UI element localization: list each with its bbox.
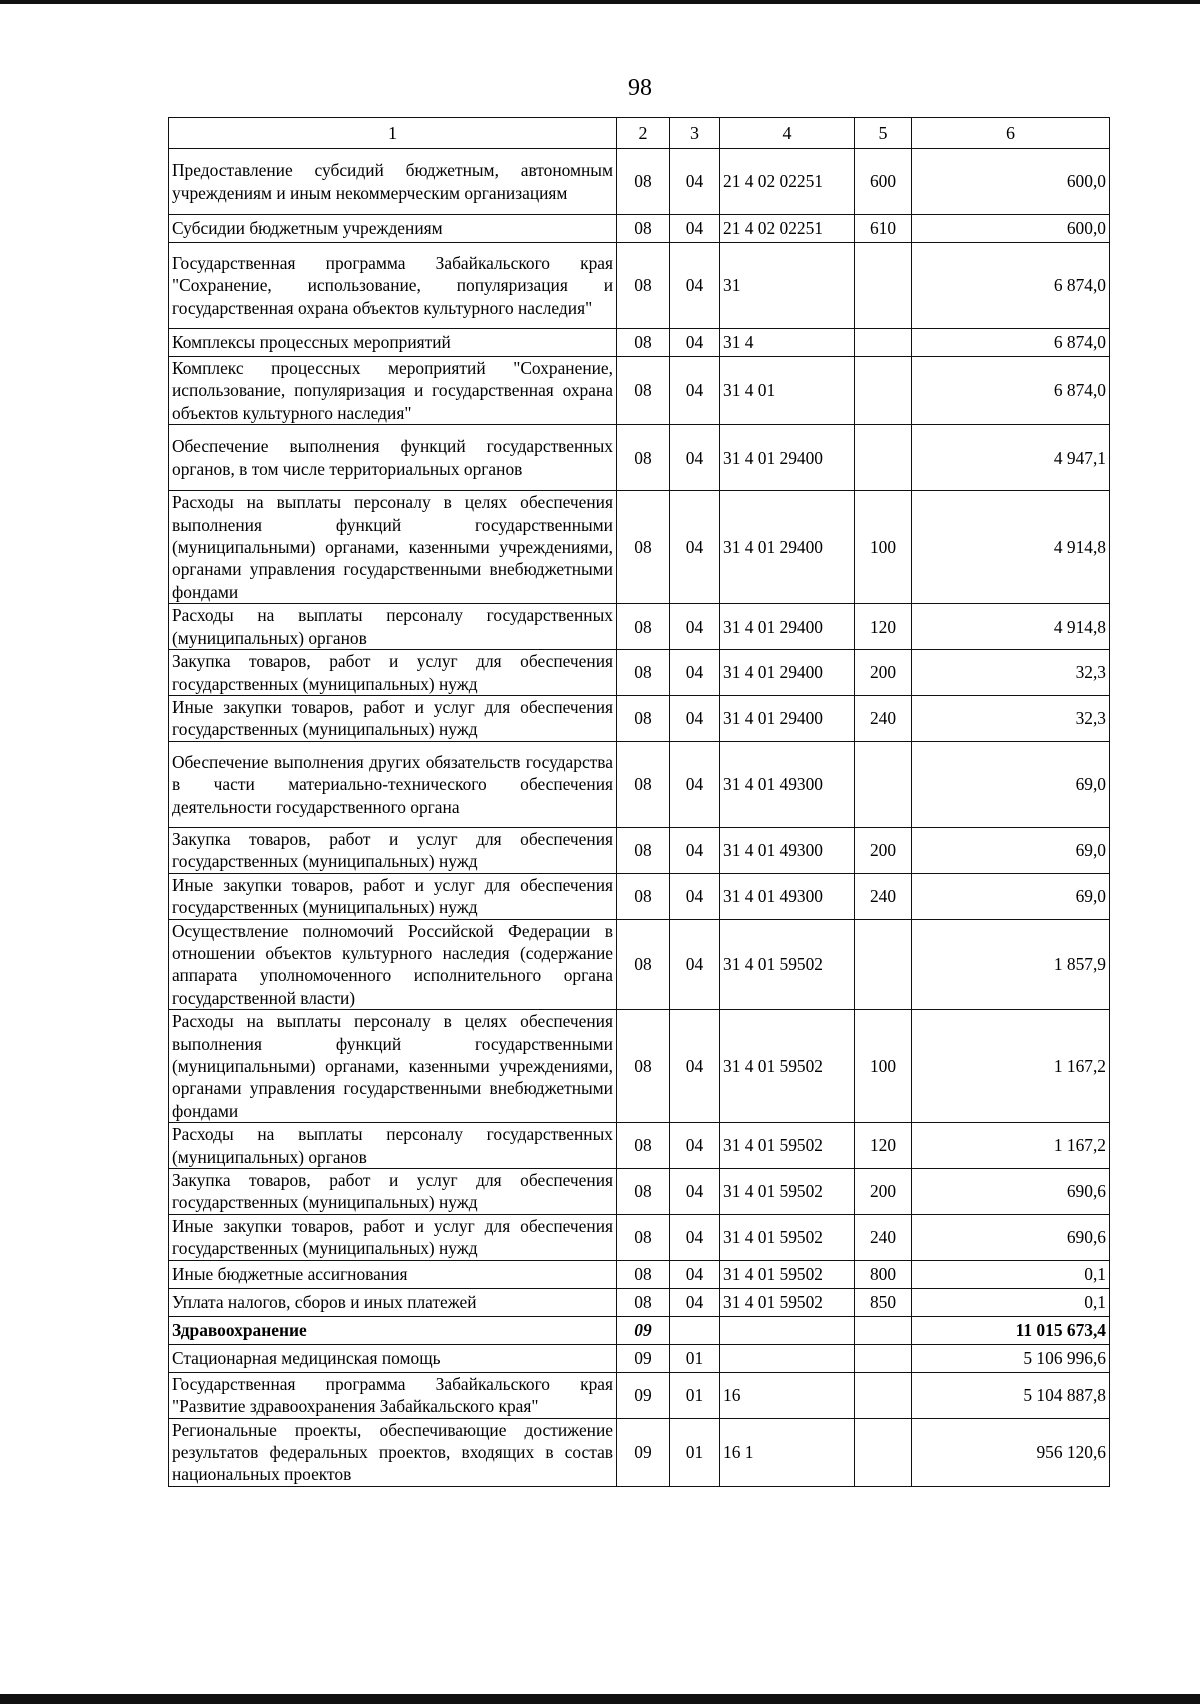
row-description: Расходы на выплаты персоналу государственных (муниципальных) органов (169, 604, 617, 650)
row-description: Иные закупки товаров, работ и услуг для обеспечения государственных (муниципальных) нужд (169, 873, 617, 919)
target-article-code: 31 4 01 59502 (720, 1288, 855, 1316)
section-code: 08 (617, 425, 670, 491)
expense-type-code (855, 1372, 912, 1418)
table-row (169, 1418, 1110, 1486)
expense-type-code: 200 (855, 827, 912, 873)
section-code: 08 (617, 357, 670, 425)
table-row (169, 425, 1110, 491)
table-row (169, 696, 1110, 742)
expense-type-code (855, 1418, 912, 1486)
table-row (169, 1010, 1110, 1123)
amount-value: 6 874,0 (912, 329, 1110, 357)
subsection-code: 04 (670, 329, 720, 357)
section-code: 08 (617, 604, 670, 650)
section-code: 09 (617, 1372, 670, 1418)
top-border-line (0, 0, 1200, 4)
target-article-code: 31 4 (720, 329, 855, 357)
table-row (169, 1123, 1110, 1169)
subsection-code: 04 (670, 650, 720, 696)
table-row (169, 357, 1110, 425)
column-header: 3 (670, 118, 720, 149)
target-article-code: 31 4 01 49300 (720, 741, 855, 827)
column-header: 1 (169, 118, 617, 149)
expense-type-code (855, 357, 912, 425)
amount-value: 5 106 996,6 (912, 1344, 1110, 1372)
table-row (169, 604, 1110, 650)
expense-type-code (855, 1316, 912, 1344)
table-row (169, 650, 1110, 696)
target-article-code: 31 4 01 29400 (720, 604, 855, 650)
subsection-code: 04 (670, 873, 720, 919)
section-code: 08 (617, 827, 670, 873)
target-article-code: 16 1 (720, 1418, 855, 1486)
amount-value: 32,3 (912, 650, 1110, 696)
expense-type-code: 600 (855, 149, 912, 215)
target-article-code: 16 (720, 1372, 855, 1418)
expense-type-code: 850 (855, 1288, 912, 1316)
amount-value: 4 914,8 (912, 604, 1110, 650)
row-description: Расходы на выплаты персоналу государственных (муниципальных) органов (169, 1123, 617, 1169)
subsection-code: 04 (670, 425, 720, 491)
expense-type-code (855, 243, 912, 329)
subsection-code: 04 (670, 1123, 720, 1169)
amount-value: 600,0 (912, 149, 1110, 215)
subsection-code: 04 (670, 1010, 720, 1123)
amount-value: 1 167,2 (912, 1010, 1110, 1123)
target-article-code: 31 (720, 243, 855, 329)
expense-type-code: 100 (855, 491, 912, 604)
section-code: 08 (617, 1010, 670, 1123)
amount-value: 69,0 (912, 827, 1110, 873)
expense-type-code (855, 329, 912, 357)
table-row (169, 1344, 1110, 1372)
table-header-row (169, 118, 1110, 149)
row-description: Осуществление полномочий Российской Федерации в отношении объектов культурного наследия (содержание аппарата уполномоченного исполнительного органа государственной власти) (169, 919, 617, 1010)
row-description: Расходы на выплаты персоналу в целях обеспечения выполнения функций государственными (муниципальными) органами, казенными учреждениями, органами управления государственными внебюджетными фондами (169, 1010, 617, 1123)
row-description: Закупка товаров, работ и услуг для обеспечения государственных (муниципальных) нужд (169, 1168, 617, 1214)
page-number: 98 (628, 75, 652, 101)
row-description: Иные бюджетные ассигнования (169, 1260, 617, 1288)
expense-type-code (855, 741, 912, 827)
section-code: 09 (617, 1344, 670, 1372)
section-code: 08 (617, 650, 670, 696)
section-code: 08 (617, 1260, 670, 1288)
table-row (169, 873, 1110, 919)
amount-value: 4 914,8 (912, 491, 1110, 604)
row-description: Обеспечение выполнения функций государственных органов, в том числе территориальных органов (169, 425, 617, 491)
amount-value: 1 167,2 (912, 1123, 1110, 1169)
target-article-code: 31 4 01 29400 (720, 491, 855, 604)
section-code: 08 (617, 1168, 670, 1214)
column-header: 2 (617, 118, 670, 149)
table-row (169, 1372, 1110, 1418)
expense-type-code: 240 (855, 1214, 912, 1260)
section-code: 09 (617, 1316, 670, 1344)
expense-type-code: 200 (855, 650, 912, 696)
column-header: 5 (855, 118, 912, 149)
row-description: Комплексы процессных мероприятий (169, 329, 617, 357)
amount-value: 956 120,6 (912, 1418, 1110, 1486)
amount-value: 0,1 (912, 1288, 1110, 1316)
expense-type-code (855, 919, 912, 1010)
target-article-code: 31 4 01 29400 (720, 425, 855, 491)
section-code: 08 (617, 873, 670, 919)
subsection-code: 04 (670, 243, 720, 329)
target-article-code: 31 4 01 (720, 357, 855, 425)
table-row (169, 1316, 1110, 1344)
subsection-code: 04 (670, 1168, 720, 1214)
section-code: 08 (617, 491, 670, 604)
budget-table (168, 117, 1110, 1487)
row-description: Государственная программа Забайкальского края "Развитие здравоохранения Забайкальского края" (169, 1372, 617, 1418)
subsection-code: 01 (670, 1372, 720, 1418)
expense-type-code: 240 (855, 696, 912, 742)
row-description: Закупка товаров, работ и услуг для обеспечения государственных (муниципальных) нужд (169, 827, 617, 873)
subsection-code: 04 (670, 149, 720, 215)
target-article-code: 31 4 01 29400 (720, 696, 855, 742)
subsection-code: 04 (670, 357, 720, 425)
table-row (169, 329, 1110, 357)
amount-value: 69,0 (912, 873, 1110, 919)
target-article-code: 21 4 02 02251 (720, 149, 855, 215)
column-header: 4 (720, 118, 855, 149)
row-description: Комплекс процессных мероприятий "Сохранение, использование, популяризация и государственная охрана объектов культурного наследия" (169, 357, 617, 425)
target-article-code: 31 4 01 59502 (720, 1214, 855, 1260)
row-description: Расходы на выплаты персоналу в целях обеспечения выполнения функций государственными (муниципальными) органами, казенными учреждениями, органами управления государственными внебюджетными фондами (169, 491, 617, 604)
target-article-code: 31 4 01 59502 (720, 1260, 855, 1288)
subsection-code: 04 (670, 741, 720, 827)
expense-type-code: 200 (855, 1168, 912, 1214)
row-description: Региональные проекты, обеспечивающие достижение результатов федеральных проектов, входящих в состав национальных проектов (169, 1418, 617, 1486)
subsection-code: 04 (670, 696, 720, 742)
amount-value: 600,0 (912, 215, 1110, 243)
target-article-code: 31 4 01 59502 (720, 1123, 855, 1169)
row-description: Предоставление субсидий бюджетным, автономным учреждениям и иным некоммерческим организациям (169, 149, 617, 215)
amount-value: 1 857,9 (912, 919, 1110, 1010)
section-code: 09 (617, 1418, 670, 1486)
amount-value: 32,3 (912, 696, 1110, 742)
section-code: 08 (617, 1123, 670, 1169)
row-description: Обеспечение выполнения других обязательств государства в части материально-технического обеспечения деятельности государственного органа (169, 741, 617, 827)
table-row (169, 491, 1110, 604)
subsection-code: 04 (670, 1260, 720, 1288)
target-article-code (720, 1344, 855, 1372)
row-description: Иные закупки товаров, работ и услуг для обеспечения государственных (муниципальных) нужд (169, 1214, 617, 1260)
target-article-code: 31 4 01 59502 (720, 1168, 855, 1214)
section-code: 08 (617, 919, 670, 1010)
subsection-code: 04 (670, 919, 720, 1010)
table-row (169, 741, 1110, 827)
amount-value: 6 874,0 (912, 243, 1110, 329)
bottom-border-line (0, 1694, 1200, 1704)
subsection-code: 04 (670, 1214, 720, 1260)
target-article-code: 31 4 01 29400 (720, 650, 855, 696)
table-row (169, 149, 1110, 215)
row-description: Закупка товаров, работ и услуг для обеспечения государственных (муниципальных) нужд (169, 650, 617, 696)
row-description: Уплата налогов, сборов и иных платежей (169, 1288, 617, 1316)
section-code: 08 (617, 215, 670, 243)
section-code: 08 (617, 149, 670, 215)
expense-type-code (855, 425, 912, 491)
section-code: 08 (617, 243, 670, 329)
subsection-code: 01 (670, 1344, 720, 1372)
subsection-code: 04 (670, 604, 720, 650)
table-row (169, 827, 1110, 873)
row-description: Государственная программа Забайкальского края "Сохранение, использование, популяризация и государственная охрана объектов культурного наследия" (169, 243, 617, 329)
expense-type-code: 120 (855, 1123, 912, 1169)
expense-type-code: 120 (855, 604, 912, 650)
table-row (169, 1214, 1110, 1260)
subsection-code: 01 (670, 1418, 720, 1486)
row-description: Стационарная медицинская помощь (169, 1344, 617, 1372)
subsection-code: 04 (670, 827, 720, 873)
target-article-code: 31 4 01 59502 (720, 1010, 855, 1123)
row-description: Здравоохранение (169, 1316, 617, 1344)
amount-value: 4 947,1 (912, 425, 1110, 491)
table-row (169, 243, 1110, 329)
expense-type-code: 610 (855, 215, 912, 243)
section-code: 08 (617, 1214, 670, 1260)
expense-type-code: 240 (855, 873, 912, 919)
table-row (169, 215, 1110, 243)
section-code: 08 (617, 696, 670, 742)
section-code: 08 (617, 1288, 670, 1316)
amount-value: 690,6 (912, 1214, 1110, 1260)
row-description: Субсидии бюджетным учреждениям (169, 215, 617, 243)
amount-value: 6 874,0 (912, 357, 1110, 425)
target-article-code: 21 4 02 02251 (720, 215, 855, 243)
table-row (169, 919, 1110, 1010)
target-article-code (720, 1316, 855, 1344)
expense-type-code (855, 1344, 912, 1372)
table-row (169, 1260, 1110, 1288)
amount-value: 11 015 673,4 (912, 1316, 1110, 1344)
subsection-code: 04 (670, 1288, 720, 1316)
amount-value: 690,6 (912, 1168, 1110, 1214)
subsection-code: 04 (670, 491, 720, 604)
subsection-code: 04 (670, 215, 720, 243)
amount-value: 5 104 887,8 (912, 1372, 1110, 1418)
amount-value: 69,0 (912, 741, 1110, 827)
subsection-code (670, 1316, 720, 1344)
target-article-code: 31 4 01 59502 (720, 919, 855, 1010)
column-header: 6 (912, 118, 1110, 149)
row-description: Иные закупки товаров, работ и услуг для обеспечения государственных (муниципальных) нужд (169, 696, 617, 742)
section-code: 08 (617, 741, 670, 827)
target-article-code: 31 4 01 49300 (720, 827, 855, 873)
section-code: 08 (617, 329, 670, 357)
target-article-code: 31 4 01 49300 (720, 873, 855, 919)
amount-value: 0,1 (912, 1260, 1110, 1288)
table-row (169, 1168, 1110, 1214)
table-row (169, 1288, 1110, 1316)
expense-type-code: 100 (855, 1010, 912, 1123)
expense-type-code: 800 (855, 1260, 912, 1288)
